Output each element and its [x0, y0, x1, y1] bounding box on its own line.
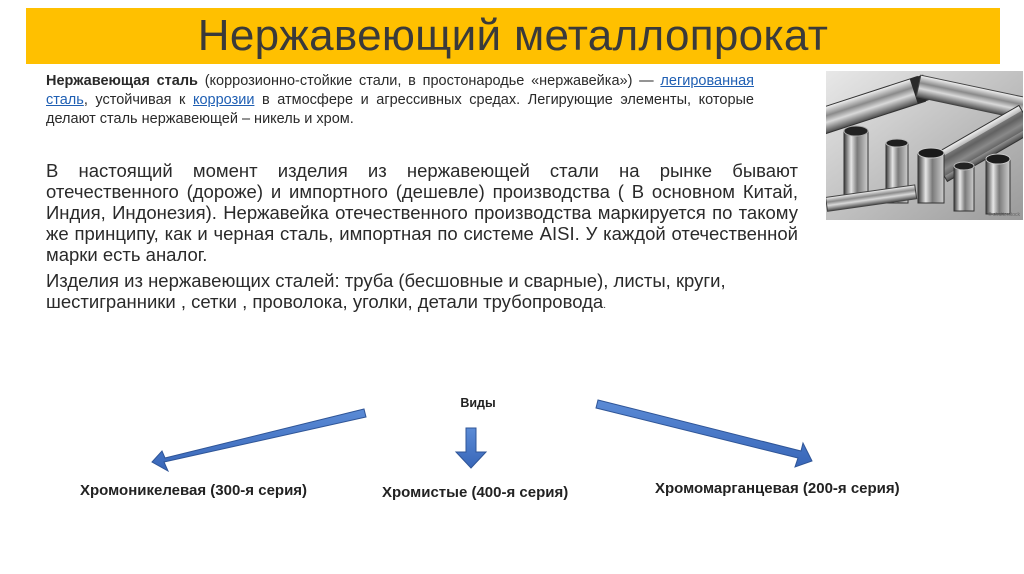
- intro-term: Нержавеющая сталь: [46, 73, 198, 89]
- intro-text-3: в атмосфере и агрессивных средах. Легирующие элементы, которые делают сталь нержавеющей – никель и хром.: [46, 92, 754, 127]
- products-end: .: [603, 300, 606, 311]
- link-alloyed[interactable]: легированная: [660, 73, 754, 89]
- slide-title: Нержавеющий металлопрокат: [197, 11, 829, 60]
- type-chromium-manganese: Хромомарганцевая (200-я серия): [655, 480, 900, 497]
- arrow-right: [596, 400, 812, 467]
- arrow-left: [152, 409, 366, 471]
- intro-text-1: (коррозионно-стойкие стали, в простонародье «нержавейка») —: [197, 73, 661, 89]
- market-paragraph: В настоящий момент изделия из нержавеющей стали на рынке бывают отечественного (дороже) и импортного (дешевле) производства ( В основном Китай, Индия, Индонезия). Нержавейка отечественного производства маркируется по такому же принципу, как и черная сталь, импортная по системе AISI. У каждой отечественной марки есть аналог.: [46, 160, 798, 265]
- intro-paragraph: [46, 72, 754, 129]
- stainless-steel-pipes-photo: [826, 71, 1023, 220]
- products-text: Изделия из нержавеющих сталей: труба (бесшовные и сварные), листы, круги, шестигранники , сетки , проволока, уголки, детали трубопровода: [46, 270, 726, 312]
- type-chromium: Хромистые (400-я серия): [382, 484, 569, 501]
- type-chromium-nickel: Хромоникелевая (300-я серия): [80, 482, 308, 499]
- link-corrosion[interactable]: коррозии: [192, 92, 255, 108]
- link-steel[interactable]: сталь: [46, 92, 84, 108]
- title-bar: [26, 8, 1000, 64]
- intro-text-2: , устойчивая к: [83, 92, 193, 108]
- photo-credit: © shutterstock: [987, 212, 1020, 218]
- arrow-down: [456, 428, 486, 468]
- diagram-root-label: Виды: [460, 396, 496, 410]
- products-paragraph: [46, 270, 806, 316]
- pipes-photo-illustration: [826, 71, 1023, 220]
